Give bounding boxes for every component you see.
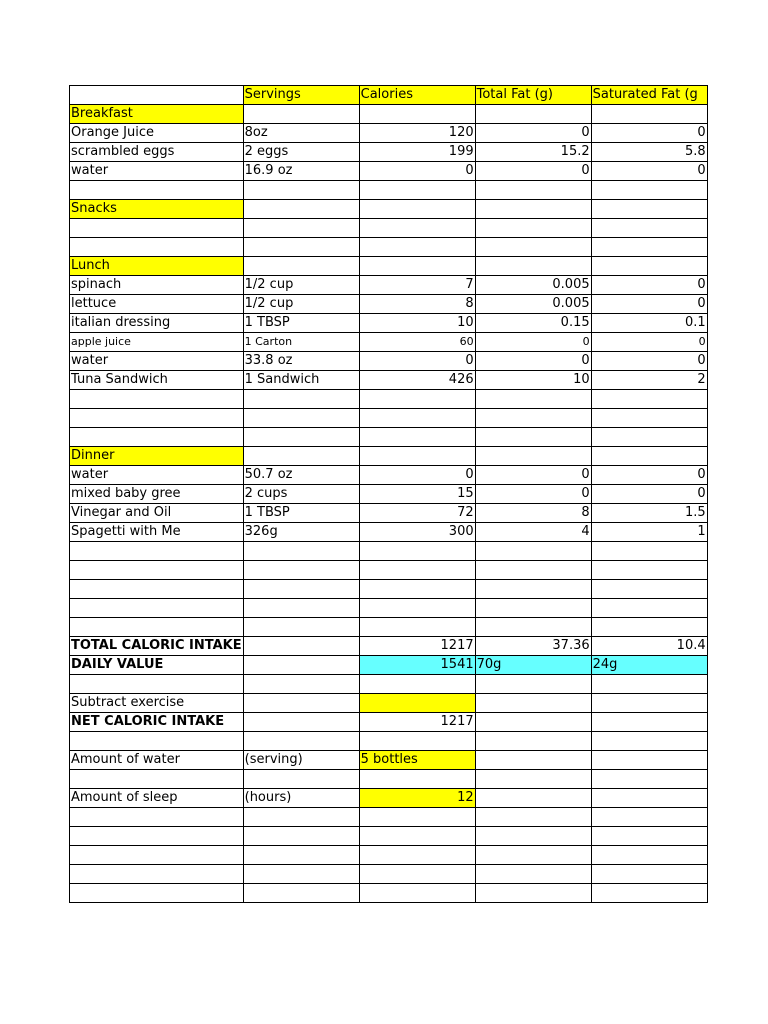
spreadsheet-cell[interactable]: 1 TBSP bbox=[243, 504, 359, 523]
spreadsheet-cell[interactable]: Orange Juice bbox=[70, 124, 244, 143]
spreadsheet-cell[interactable] bbox=[359, 181, 475, 200]
spreadsheet-cell[interactable] bbox=[359, 447, 475, 466]
spreadsheet-row bbox=[70, 409, 708, 428]
spreadsheet-cell[interactable] bbox=[475, 200, 591, 219]
spreadsheet-cell[interactable] bbox=[359, 827, 475, 846]
spreadsheet-cell[interactable] bbox=[475, 808, 591, 827]
spreadsheet-cell[interactable] bbox=[475, 884, 591, 903]
spreadsheet-cell[interactable] bbox=[475, 846, 591, 865]
spreadsheet-cell[interactable]: Total Fat (g) bbox=[475, 86, 591, 105]
spreadsheet-cell[interactable] bbox=[359, 808, 475, 827]
spreadsheet-cell[interactable]: Servings bbox=[243, 86, 359, 105]
spreadsheet-cell[interactable]: 0 bbox=[591, 162, 707, 181]
spreadsheet-row bbox=[70, 751, 708, 770]
spreadsheet-cell[interactable]: 120 bbox=[359, 124, 475, 143]
spreadsheet-cell[interactable] bbox=[475, 542, 591, 561]
spreadsheet-cell[interactable]: 1/2 cup bbox=[243, 276, 359, 295]
spreadsheet-cell[interactable] bbox=[70, 390, 244, 409]
spreadsheet-cell[interactable] bbox=[243, 846, 359, 865]
spreadsheet-row bbox=[70, 371, 708, 390]
spreadsheet-cell[interactable] bbox=[591, 200, 707, 219]
spreadsheet-row bbox=[70, 352, 708, 371]
spreadsheet-row bbox=[70, 694, 708, 713]
spreadsheet-row bbox=[70, 846, 708, 865]
spreadsheet-cell[interactable]: TOTAL CALORIC INTAKE bbox=[70, 637, 244, 656]
spreadsheet-cell[interactable]: 0 bbox=[591, 276, 707, 295]
spreadsheet-cell[interactable]: water bbox=[70, 352, 244, 371]
spreadsheet-row bbox=[70, 713, 708, 732]
spreadsheet-cell[interactable]: 426 bbox=[359, 371, 475, 390]
spreadsheet-cell[interactable] bbox=[243, 827, 359, 846]
spreadsheet-cell[interactable] bbox=[70, 428, 244, 447]
spreadsheet-cell[interactable] bbox=[475, 561, 591, 580]
spreadsheet-cell[interactable] bbox=[359, 618, 475, 637]
spreadsheet-cell[interactable] bbox=[359, 390, 475, 409]
spreadsheet-cell[interactable]: 0.005 bbox=[475, 295, 591, 314]
spreadsheet-cell[interactable]: 199 bbox=[359, 143, 475, 162]
spreadsheet-cell[interactable] bbox=[359, 580, 475, 599]
spreadsheet-cell[interactable]: 16.9 oz bbox=[243, 162, 359, 181]
spreadsheet-cell[interactable] bbox=[70, 846, 244, 865]
spreadsheet-row bbox=[70, 143, 708, 162]
spreadsheet-cell[interactable] bbox=[70, 770, 244, 789]
spreadsheet-row bbox=[70, 865, 708, 884]
spreadsheet-cell[interactable]: 0 bbox=[591, 352, 707, 371]
spreadsheet-cell[interactable]: Subtract exercise bbox=[70, 694, 244, 713]
spreadsheet-cell[interactable] bbox=[591, 181, 707, 200]
spreadsheet-cell[interactable]: 0 bbox=[475, 124, 591, 143]
spreadsheet-cell[interactable] bbox=[70, 181, 244, 200]
spreadsheet-cell[interactable]: 0 bbox=[475, 352, 591, 371]
spreadsheet-row bbox=[70, 105, 708, 124]
spreadsheet-cell[interactable] bbox=[359, 428, 475, 447]
spreadsheet-cell[interactable]: spinach bbox=[70, 276, 244, 295]
spreadsheet-cell[interactable] bbox=[359, 409, 475, 428]
spreadsheet-cell[interactable] bbox=[243, 542, 359, 561]
spreadsheet-cell[interactable]: NET CALORIC INTAKE bbox=[70, 713, 244, 732]
spreadsheet-cell[interactable]: water bbox=[70, 466, 244, 485]
spreadsheet-cell[interactable]: 10 bbox=[475, 371, 591, 390]
spreadsheet-cell[interactable] bbox=[70, 884, 244, 903]
spreadsheet-cell[interactable]: 2 eggs bbox=[243, 143, 359, 162]
spreadsheet-row bbox=[70, 523, 708, 542]
spreadsheet-cell[interactable]: 2 cups bbox=[243, 485, 359, 504]
spreadsheet-cell[interactable]: 0 bbox=[359, 162, 475, 181]
spreadsheet-row bbox=[70, 542, 708, 561]
spreadsheet-row bbox=[70, 656, 708, 675]
spreadsheet-cell[interactable] bbox=[243, 447, 359, 466]
spreadsheet-row bbox=[70, 428, 708, 447]
spreadsheet-cell[interactable]: 72 bbox=[359, 504, 475, 523]
spreadsheet-cell[interactable] bbox=[243, 713, 359, 732]
spreadsheet-cell[interactable]: Spagetti with Me bbox=[70, 523, 244, 542]
spreadsheet-cell[interactable] bbox=[70, 732, 244, 751]
spreadsheet-cell[interactable]: 0.1 bbox=[591, 314, 707, 333]
spreadsheet-cell[interactable] bbox=[70, 86, 244, 105]
spreadsheet-row bbox=[70, 86, 708, 105]
spreadsheet-cell[interactable]: DAILY VALUE bbox=[70, 656, 244, 675]
spreadsheet-cell[interactable]: 1 bbox=[591, 523, 707, 542]
spreadsheet-row bbox=[70, 219, 708, 238]
spreadsheet-row bbox=[70, 580, 708, 599]
spreadsheet-row bbox=[70, 238, 708, 257]
spreadsheet-cell[interactable]: 5 bottles bbox=[359, 751, 475, 770]
spreadsheet-row bbox=[70, 124, 708, 143]
spreadsheet-cell[interactable]: 1.5 bbox=[591, 504, 707, 523]
spreadsheet-cell[interactable] bbox=[591, 447, 707, 466]
spreadsheet-cell[interactable] bbox=[70, 219, 244, 238]
spreadsheet-cell[interactable]: Dinner bbox=[70, 447, 244, 466]
spreadsheet-cell[interactable]: 12 bbox=[359, 789, 475, 808]
spreadsheet-cell[interactable] bbox=[591, 675, 707, 694]
spreadsheet-cell[interactable] bbox=[591, 257, 707, 276]
spreadsheet-cell[interactable] bbox=[243, 181, 359, 200]
spreadsheet-cell[interactable] bbox=[243, 808, 359, 827]
spreadsheet-cell[interactable] bbox=[359, 694, 475, 713]
spreadsheet-cell[interactable] bbox=[475, 181, 591, 200]
spreadsheet-cell[interactable]: 0 bbox=[591, 485, 707, 504]
spreadsheet-cell[interactable] bbox=[243, 238, 359, 257]
spreadsheet-cell[interactable] bbox=[591, 428, 707, 447]
spreadsheet-cell[interactable]: Saturated Fat (g bbox=[591, 86, 707, 105]
spreadsheet-cell[interactable]: 1 Carton bbox=[243, 333, 359, 352]
spreadsheet-row bbox=[70, 333, 708, 352]
spreadsheet-cell[interactable] bbox=[70, 808, 244, 827]
spreadsheet-cell[interactable]: Vinegar and Oil bbox=[70, 504, 244, 523]
spreadsheet-row bbox=[70, 732, 708, 751]
spreadsheet-cell[interactable]: Calories bbox=[359, 86, 475, 105]
spreadsheet-cell[interactable] bbox=[591, 808, 707, 827]
spreadsheet-cell[interactable]: 1 Sandwich bbox=[243, 371, 359, 390]
spreadsheet-cell[interactable]: italian dressing bbox=[70, 314, 244, 333]
spreadsheet-cell[interactable] bbox=[475, 732, 591, 751]
spreadsheet-cell[interactable] bbox=[243, 580, 359, 599]
spreadsheet-row bbox=[70, 599, 708, 618]
spreadsheet-cell[interactable] bbox=[243, 884, 359, 903]
spreadsheet-cell[interactable]: water bbox=[70, 162, 244, 181]
spreadsheet-cell[interactable] bbox=[243, 219, 359, 238]
spreadsheet-cell[interactable] bbox=[591, 865, 707, 884]
spreadsheet-cell[interactable] bbox=[475, 694, 591, 713]
spreadsheet-cell[interactable]: 60 bbox=[359, 333, 475, 352]
spreadsheet-cell[interactable] bbox=[359, 200, 475, 219]
spreadsheet-cell[interactable]: 8 bbox=[475, 504, 591, 523]
spreadsheet-cell[interactable]: 0 bbox=[475, 485, 591, 504]
spreadsheet-cell[interactable]: (hours) bbox=[243, 789, 359, 808]
spreadsheet-cell[interactable] bbox=[591, 561, 707, 580]
spreadsheet-cell[interactable] bbox=[243, 637, 359, 656]
spreadsheet-cell[interactable] bbox=[243, 656, 359, 675]
spreadsheet-cell[interactable]: 15.2 bbox=[475, 143, 591, 162]
spreadsheet-cell[interactable] bbox=[591, 884, 707, 903]
spreadsheet-cell[interactable] bbox=[591, 713, 707, 732]
spreadsheet-cell[interactable] bbox=[70, 542, 244, 561]
spreadsheet-row bbox=[70, 504, 708, 523]
spreadsheet-cell[interactable]: 37.36 bbox=[475, 637, 591, 656]
spreadsheet-cell[interactable]: 1541 bbox=[359, 656, 475, 675]
spreadsheet-cell[interactable] bbox=[475, 447, 591, 466]
spreadsheet-cell[interactable] bbox=[475, 580, 591, 599]
spreadsheet-cell[interactable]: 5.8 bbox=[591, 143, 707, 162]
spreadsheet-cell[interactable] bbox=[591, 751, 707, 770]
spreadsheet-cell[interactable]: 8 bbox=[359, 295, 475, 314]
spreadsheet-cell[interactable] bbox=[475, 390, 591, 409]
spreadsheet-cell[interactable] bbox=[70, 675, 244, 694]
spreadsheet-cell[interactable]: 33.8 oz bbox=[243, 352, 359, 371]
spreadsheet-cell[interactable]: lettuce bbox=[70, 295, 244, 314]
spreadsheet-cell[interactable]: 0 bbox=[591, 466, 707, 485]
spreadsheet-cell[interactable] bbox=[475, 789, 591, 808]
spreadsheet-cell[interactable] bbox=[591, 238, 707, 257]
spreadsheet-cell[interactable] bbox=[359, 542, 475, 561]
spreadsheet-cell[interactable]: 10.4 bbox=[591, 637, 707, 656]
spreadsheet-cell[interactable] bbox=[475, 713, 591, 732]
spreadsheet-cell[interactable] bbox=[475, 618, 591, 637]
spreadsheet-cell[interactable]: apple juice bbox=[70, 333, 244, 352]
spreadsheet-cell[interactable]: 24g bbox=[591, 656, 707, 675]
spreadsheet-cell[interactable]: 0 bbox=[591, 333, 707, 352]
spreadsheet-cell[interactable] bbox=[475, 827, 591, 846]
spreadsheet-cell[interactable]: 1 TBSP bbox=[243, 314, 359, 333]
spreadsheet-cell[interactable] bbox=[475, 409, 591, 428]
spreadsheet-cell[interactable]: 0 bbox=[591, 124, 707, 143]
spreadsheet-cell[interactable] bbox=[475, 599, 591, 618]
spreadsheet-cell[interactable]: 0 bbox=[591, 295, 707, 314]
spreadsheet-cell[interactable] bbox=[70, 827, 244, 846]
spreadsheet-cell[interactable]: Snacks bbox=[70, 200, 244, 219]
spreadsheet-cell[interactable]: 70g bbox=[475, 656, 591, 675]
spreadsheet-cell[interactable] bbox=[591, 219, 707, 238]
spreadsheet-cell[interactable]: 326g bbox=[243, 523, 359, 542]
spreadsheet-cell[interactable] bbox=[359, 257, 475, 276]
spreadsheet-cell[interactable] bbox=[243, 105, 359, 124]
spreadsheet-cell[interactable] bbox=[591, 409, 707, 428]
spreadsheet-cell[interactable] bbox=[70, 561, 244, 580]
spreadsheet-cell[interactable]: 7 bbox=[359, 276, 475, 295]
spreadsheet-cell[interactable] bbox=[359, 865, 475, 884]
spreadsheet-cell[interactable] bbox=[243, 694, 359, 713]
spreadsheet-cell[interactable]: mixed baby gree bbox=[70, 485, 244, 504]
spreadsheet-cell[interactable] bbox=[243, 599, 359, 618]
spreadsheet-cell[interactable] bbox=[475, 105, 591, 124]
spreadsheet-row bbox=[70, 618, 708, 637]
spreadsheet-cell[interactable] bbox=[359, 884, 475, 903]
spreadsheet-cell[interactable] bbox=[591, 732, 707, 751]
spreadsheet-cell[interactable] bbox=[359, 561, 475, 580]
spreadsheet-cell[interactable] bbox=[243, 675, 359, 694]
spreadsheet-cell[interactable]: 1217 bbox=[359, 713, 475, 732]
spreadsheet-cell[interactable]: 8oz bbox=[243, 124, 359, 143]
spreadsheet-row bbox=[70, 447, 708, 466]
spreadsheet-cell[interactable]: 2 bbox=[591, 371, 707, 390]
spreadsheet-cell[interactable]: 0 bbox=[475, 162, 591, 181]
spreadsheet-row bbox=[70, 884, 708, 903]
spreadsheet-row bbox=[70, 561, 708, 580]
spreadsheet-cell[interactable] bbox=[243, 428, 359, 447]
spreadsheet-cell[interactable] bbox=[591, 105, 707, 124]
spreadsheet-cell[interactable]: Tuna Sandwich bbox=[70, 371, 244, 390]
spreadsheet-cell[interactable] bbox=[243, 200, 359, 219]
spreadsheet-cell[interactable] bbox=[475, 428, 591, 447]
spreadsheet-cell[interactable] bbox=[591, 599, 707, 618]
spreadsheet-row bbox=[70, 675, 708, 694]
spreadsheet-row bbox=[70, 789, 708, 808]
spreadsheet-row bbox=[70, 295, 708, 314]
spreadsheet-cell[interactable] bbox=[243, 618, 359, 637]
spreadsheet-cell[interactable] bbox=[475, 865, 591, 884]
spreadsheet-cell[interactable] bbox=[243, 770, 359, 789]
spreadsheet-body bbox=[70, 86, 708, 903]
spreadsheet-cell[interactable] bbox=[243, 561, 359, 580]
spreadsheet-cell[interactable] bbox=[475, 770, 591, 789]
spreadsheet-cell[interactable]: Amount of sleep bbox=[70, 789, 244, 808]
spreadsheet-row bbox=[70, 390, 708, 409]
spreadsheet-cell[interactable] bbox=[243, 732, 359, 751]
spreadsheet-cell[interactable]: Amount of water bbox=[70, 751, 244, 770]
spreadsheet-cell[interactable] bbox=[591, 618, 707, 637]
spreadsheet-cell[interactable]: 0.15 bbox=[475, 314, 591, 333]
spreadsheet-cell[interactable] bbox=[70, 599, 244, 618]
spreadsheet-cell[interactable]: 0 bbox=[475, 333, 591, 352]
spreadsheet-cell[interactable] bbox=[243, 390, 359, 409]
spreadsheet-cell[interactable]: 4 bbox=[475, 523, 591, 542]
spreadsheet-cell[interactable] bbox=[359, 732, 475, 751]
spreadsheet-cell[interactable] bbox=[591, 770, 707, 789]
spreadsheet-row bbox=[70, 200, 708, 219]
spreadsheet-row bbox=[70, 257, 708, 276]
spreadsheet-cell[interactable] bbox=[359, 105, 475, 124]
spreadsheet-cell[interactable]: 0.005 bbox=[475, 276, 591, 295]
spreadsheet-cell[interactable] bbox=[359, 846, 475, 865]
spreadsheet-row bbox=[70, 808, 708, 827]
spreadsheet-cell[interactable] bbox=[591, 390, 707, 409]
spreadsheet-cell[interactable]: 0 bbox=[475, 466, 591, 485]
spreadsheet-cell[interactable] bbox=[359, 219, 475, 238]
spreadsheet-cell[interactable] bbox=[70, 238, 244, 257]
spreadsheet-cell[interactable] bbox=[475, 238, 591, 257]
spreadsheet-cell[interactable] bbox=[70, 865, 244, 884]
spreadsheet-cell[interactable]: 300 bbox=[359, 523, 475, 542]
spreadsheet-cell[interactable] bbox=[475, 219, 591, 238]
spreadsheet-cell[interactable] bbox=[243, 865, 359, 884]
spreadsheet-cell[interactable] bbox=[70, 580, 244, 599]
spreadsheet-cell[interactable]: Lunch bbox=[70, 257, 244, 276]
spreadsheet-cell[interactable] bbox=[359, 238, 475, 257]
spreadsheet-cell[interactable]: 15 bbox=[359, 485, 475, 504]
spreadsheet-row bbox=[70, 314, 708, 333]
spreadsheet-cell[interactable] bbox=[591, 846, 707, 865]
spreadsheet-cell[interactable] bbox=[475, 675, 591, 694]
spreadsheet-cell[interactable]: (serving) bbox=[243, 751, 359, 770]
spreadsheet-cell[interactable]: 0 bbox=[359, 466, 475, 485]
spreadsheet-row bbox=[70, 162, 708, 181]
spreadsheet-cell[interactable] bbox=[591, 580, 707, 599]
spreadsheet-cell[interactable] bbox=[475, 751, 591, 770]
spreadsheet-cell[interactable]: 10 bbox=[359, 314, 475, 333]
spreadsheet-cell[interactable] bbox=[591, 694, 707, 713]
spreadsheet-row bbox=[70, 466, 708, 485]
spreadsheet-cell[interactable]: scrambled eggs bbox=[70, 143, 244, 162]
spreadsheet-cell[interactable] bbox=[359, 770, 475, 789]
spreadsheet-row bbox=[70, 827, 708, 846]
spreadsheet-cell[interactable] bbox=[591, 827, 707, 846]
spreadsheet-row bbox=[70, 485, 708, 504]
spreadsheet-cell[interactable] bbox=[70, 618, 244, 637]
spreadsheet-cell[interactable] bbox=[243, 257, 359, 276]
spreadsheet-cell[interactable]: 50.7 oz bbox=[243, 466, 359, 485]
spreadsheet-row bbox=[70, 276, 708, 295]
spreadsheet-cell[interactable] bbox=[359, 599, 475, 618]
spreadsheet-row bbox=[70, 181, 708, 200]
spreadsheet-cell[interactable]: 1217 bbox=[359, 637, 475, 656]
spreadsheet-cell[interactable] bbox=[591, 789, 707, 808]
spreadsheet-row bbox=[70, 637, 708, 656]
spreadsheet-cell[interactable] bbox=[243, 409, 359, 428]
spreadsheet-row bbox=[70, 770, 708, 789]
nutrition-spreadsheet bbox=[69, 85, 708, 903]
spreadsheet-cell[interactable] bbox=[359, 675, 475, 694]
spreadsheet-cell[interactable]: Breakfast bbox=[70, 105, 244, 124]
spreadsheet-cell[interactable] bbox=[591, 542, 707, 561]
spreadsheet-cell[interactable] bbox=[475, 257, 591, 276]
spreadsheet-cell[interactable]: 0 bbox=[359, 352, 475, 371]
spreadsheet-cell[interactable]: 1/2 cup bbox=[243, 295, 359, 314]
spreadsheet-cell[interactable] bbox=[70, 409, 244, 428]
